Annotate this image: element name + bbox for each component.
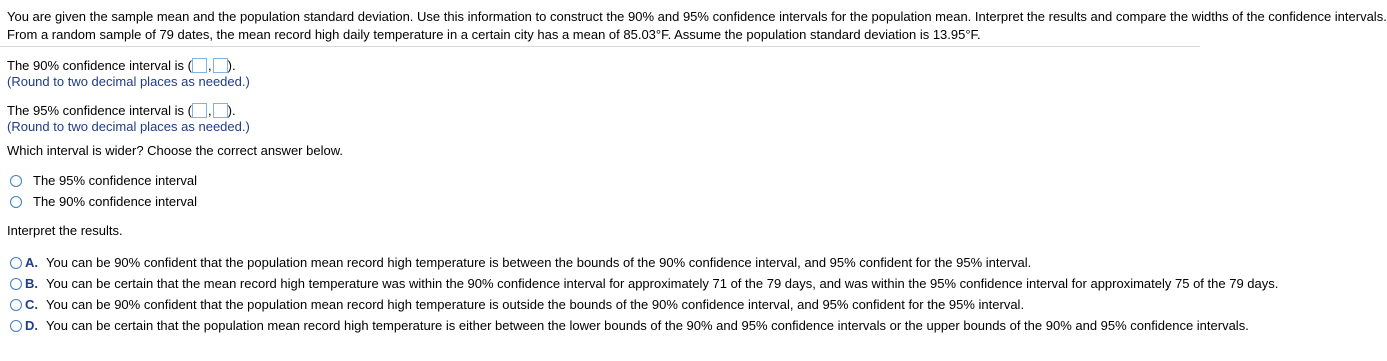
interpret-option-a-radio[interactable] [10,257,22,269]
ci90-rounding-hint: (Round to two decimal places as needed.) [7,74,250,89]
divider [0,46,1200,47]
ci90-close: ). [227,58,236,73]
ci95-rounding-hint: (Round to two decimal places as needed.) [7,119,250,134]
interpret-option-a[interactable] [25,255,1031,271]
ci95-lower-input[interactable] [192,103,207,118]
option-label: You can be 90% confident that the population mean record high temperature is outside the bounds of the 90% confidence interval, and 95% confident for the 95% interval. [46,297,1025,312]
wider-option-90-radio[interactable] [10,196,22,208]
ci95-row [7,103,236,119]
interpret-option-d-radio[interactable] [10,320,22,332]
ci90-comma: , [207,58,212,73]
interpret-option-b-radio[interactable] [10,278,22,290]
ci95-upper-input[interactable] [213,103,228,118]
ci90-prompt: The 90% confidence interval is ( [7,58,192,73]
problem-text: From a random sample of 79 dates, the mean record high daily temperature in a certain city has a mean of 85.03°F. Assume the population standard deviation is 13.95°F. [7,27,981,42]
ci90-lower-input[interactable] [192,58,207,73]
option-letter: A. [25,255,38,270]
ci95-prompt: The 95% confidence interval is ( [7,103,192,118]
interpret-option-c[interactable] [25,297,1024,313]
ci90-row [7,58,236,74]
option-letter: C. [25,297,38,312]
interpret-option-b[interactable] [25,276,1278,292]
option-label: You can be 90% confident that the population mean record high temperature is between the bounds of the 90% confidence interval, and 95% confident for the 95% interval. [46,255,1032,270]
wider-option-95-radio[interactable] [10,175,22,187]
interpret-option-c-radio[interactable] [10,299,22,311]
option-letter: D. [25,318,38,333]
wider-question: Which interval is wider? Choose the correct answer below. [7,143,343,158]
wider-option-90-label[interactable]: The 90% confidence interval [33,194,198,209]
interpret-option-d[interactable] [25,318,1249,334]
interpret-question: Interpret the results. [7,223,123,238]
ci90-upper-input[interactable] [213,58,228,73]
option-label: You can be certain that the mean record high temperature was within the 90% confidence interval for approximately 71 of the 79 days, and was within the 95% confidence interval for approximately 75 of the 79 days. [46,276,1279,291]
wider-option-95-label[interactable]: The 95% confidence interval [33,173,198,188]
ci95-comma: , [207,103,212,118]
ci95-close: ). [227,103,236,118]
instruction-text: You are given the sample mean and the population standard deviation. Use this information to construct the 90% and 95% confidence intervals for the population mean. Interpret the results and compare the widths of the confidence intervals. [7,9,1387,24]
option-letter: B. [25,276,38,291]
option-label: You can be certain that the population mean record high temperature is either between the lower bounds of the 90% and 95% confidence intervals or the upper bounds of the 90% and 95% confidence intervals. [46,318,1249,333]
